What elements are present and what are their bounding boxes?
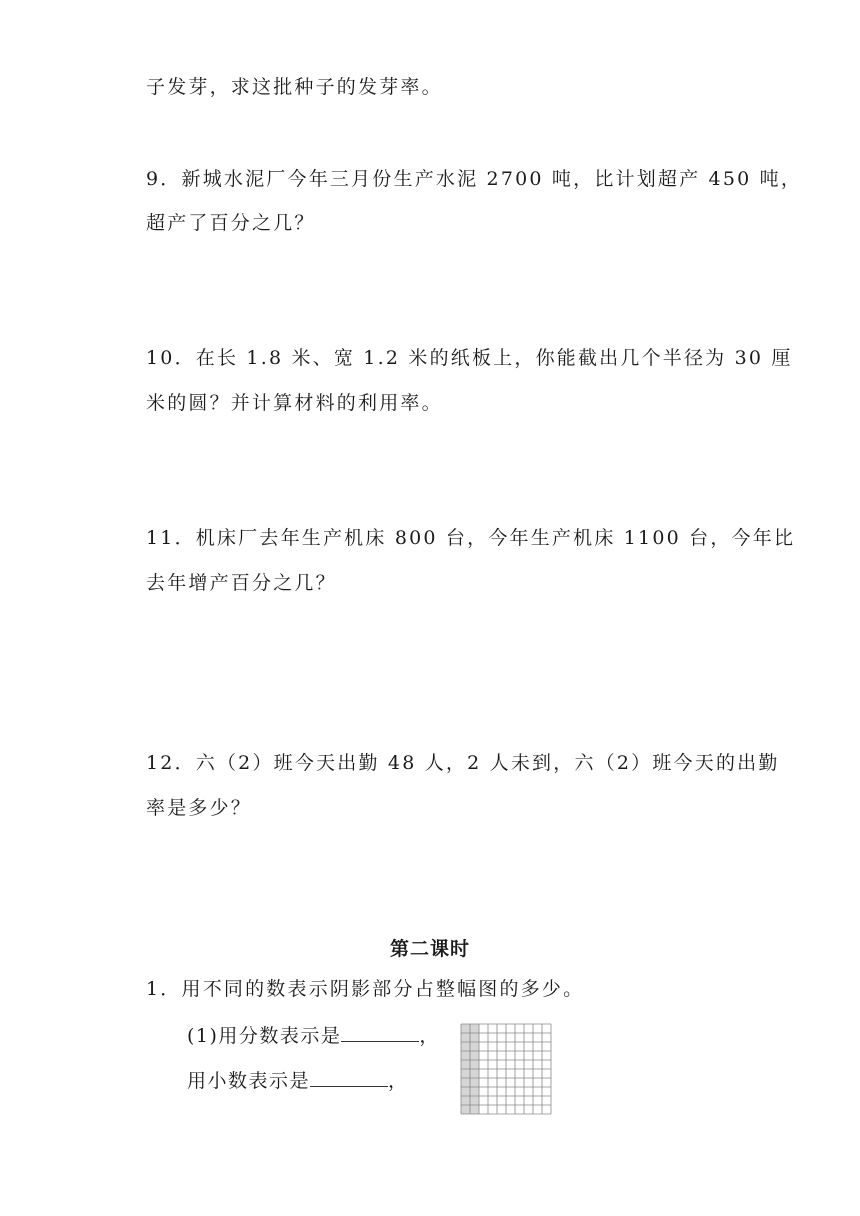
question-1: 1．用不同的数表示阴影部分占整幅图的多少。 — [146, 978, 585, 1000]
problem-12-line-2: 率是多少？ — [146, 797, 253, 819]
problem-9-line-1: 9．新城水泥厂今年三月份生产水泥 2700 吨，比计划超产 450 吨， — [146, 168, 803, 190]
comma: ， — [388, 1070, 409, 1092]
fraction-label: (1)用分数表示是 — [187, 1025, 342, 1047]
problem-12-line-1: 12．六（2）班今天出勤 48 人，2 人未到，六（2）班今天的出勤 — [146, 752, 780, 774]
fraction-answer-row — [187, 1027, 440, 1046]
comma: ， — [419, 1025, 440, 1047]
decimal-answer-blank[interactable] — [310, 1072, 388, 1087]
problem-10-line-1: 10．在长 1.8 米、宽 1.2 米的纸板上，你能截出几个半径为 30 厘 — [146, 347, 793, 369]
problem-11-line-1: 11．机床厂去年生产机床 800 台，今年生产机床 1100 台，今年比 — [146, 527, 796, 549]
hundred-grid — [460, 1023, 552, 1115]
decimal-label: 用小数表示是 — [187, 1070, 311, 1092]
problem-8-tail: 子发芽，求这批种子的发芽率。 — [146, 76, 443, 98]
problem-10-line-2: 米的圆？并计算材料的利用率。 — [146, 392, 443, 414]
fraction-answer-blank[interactable] — [341, 1027, 419, 1042]
problem-9-line-2: 超产了百分之几？ — [146, 212, 316, 234]
problem-11-line-2: 去年增产百分之几？ — [146, 572, 337, 594]
section-title: 第二课时 — [389, 938, 470, 960]
decimal-answer-row — [187, 1072, 409, 1091]
